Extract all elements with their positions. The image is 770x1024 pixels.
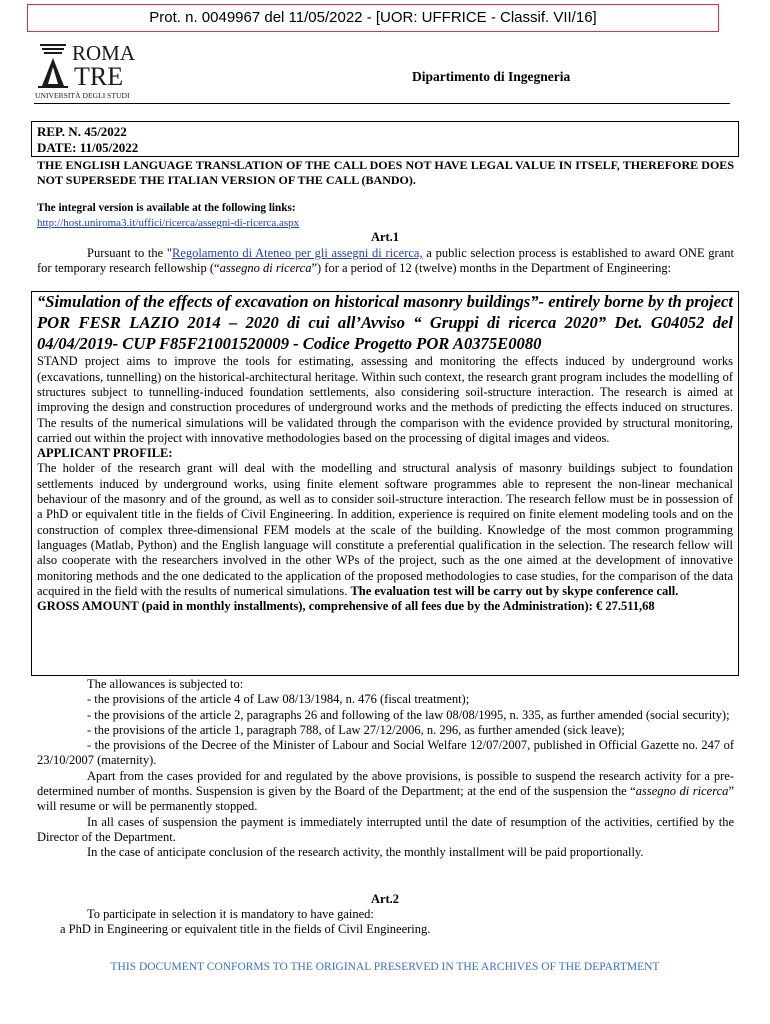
art1-text-mid: a public selection process is established to award ONE grant for temporary research fellowship (“ xyxy=(37,246,734,276)
allowance-item: - the provisions of the Decree of the Minister of Labour and Social Welfare 12/07/2007, published in Official Gazette no. 247 of 23/10/2007 (maternity). xyxy=(37,738,734,768)
suspension-italic: assegno di ricerca xyxy=(635,784,729,799)
document-footer: THIS DOCUMENT CONFORMS TO THE ORIGINAL PRESERVED IN THE ARCHIVES OF THE DEPARTMENT xyxy=(110,961,660,973)
roma-tre-logo xyxy=(34,40,154,100)
allowance-item: - the provisions of the article 1, paragraph 788, of Law 27/12/2006, n. 296, as further amended (sick leave); xyxy=(87,722,625,737)
allowances-intro: The allowances is subjected to: xyxy=(87,677,244,691)
rep-number: REP. N. 45/2022 xyxy=(37,124,127,139)
anticipate-paragraph: In the case of anticipate conclusion of the research activity, the monthly installment will be paid proportionally. xyxy=(87,845,644,860)
header-divider xyxy=(34,103,730,104)
suspension-text-post: ” will resume or will be permanently stopped. xyxy=(37,784,734,814)
gross-amount: GROSS AMOUNT (paid in monthly installments), comprehensive of all fees due by the Administration): € 27.511,68 xyxy=(37,599,655,614)
allowance-item: - the provisions of the article 4 of Law 08/13/1984, n. 476 (fiscal treatment); xyxy=(87,692,470,707)
art1-text-post: ”) for a period of 12 (twelve) months in the Department of Engineering: xyxy=(311,261,672,276)
project-description: STAND project aims to improve the tools for estimating, assessing and monitoring the effects induced by underground works (excavations, tunnelling) on the historical-architectural heritage. Within such context, the research grant program includes the modelling of structures subject to tunnelling-induced foundation settlements, also considering soil-structure interaction. The research is aimed at improving the design and construction procedures of underground works and the methods of predicting the effects induced on structures. The results of the numerical simulations will be validated through the comparison with the evidence provided by structural monitoring, carried out within the project with innovative methodologies based on the processing of digital images and videos. xyxy=(37,354,733,445)
suspension-paragraph xyxy=(37,769,734,815)
rep-box xyxy=(31,121,739,157)
svg-text:ROMA: ROMA xyxy=(72,41,136,65)
applicant-profile-heading: APPLICANT PROFILE: xyxy=(37,446,173,461)
translation-disclaimer: THE ENGLISH LANGUAGE TRANSLATION OF THE CALL DOES NOT HAVE LEGAL VALUE IN ITSELF, THEREFORE DOES NOT SUPERSEDE THE ITALIAN VERSION OF THE CALL (BANDO). xyxy=(37,158,734,187)
art2-section xyxy=(37,907,734,938)
svg-text:TRE: TRE xyxy=(74,62,124,91)
grant-title: “Simulation of the effects of excavation on historical masonry buildings”- entirely borne by th project POR FESR LAZIO 2014 – 2020 di cui all’Avviso “ Gruppi di ricerca 2020” Det. G04052 del 04/04/2019- CUP F85F21001520009 - Codice Progetto POR A0375E0080 xyxy=(37,292,733,353)
allowance-item: - the provisions of the article 2, paragraphs 26 and following of the law 08/08/1995, n. 335, as further amended (social security); xyxy=(87,707,730,722)
regolamento-link[interactable]: Regolamento di Ateneo per gli assegni di ricerca, xyxy=(172,246,423,260)
interruption-paragraph: In all cases of suspension the payment is immediately interrupted until the date of resumption of the activities, certified by the Director of the Department. xyxy=(37,814,734,844)
protocol-stamp: Prot. n. 0049967 del 11/05/2022 - [UOR: UFFRICE - Classif. VII/16] xyxy=(27,4,719,32)
suspension-text-pre: Apart from the cases provided for and regulated by the above provisions, is possible to suspend the research activity for a pre-determined number of months. Suspension is given by the Board of the Department; at the end of the suspension the “ xyxy=(37,768,734,799)
art1-paragraph xyxy=(37,246,734,277)
art2-item: a PhD in Engineering or equivalent title in the fields of Civil Engineering. xyxy=(60,922,431,937)
grant-description-box xyxy=(31,291,739,676)
applicant-profile-text xyxy=(37,461,733,599)
svg-text:UNIVERSITÀ DEGLI STUDI: UNIVERSITÀ DEGLI STUDI xyxy=(35,91,130,100)
art1-text-pre: Pursuant to the " xyxy=(87,246,172,260)
allowances-section xyxy=(37,677,734,861)
art2-intro: To participate in selection it is mandatory to have gained: xyxy=(87,907,374,921)
art1-heading: Art.1 xyxy=(370,230,400,244)
integral-version-link-row xyxy=(37,215,734,231)
integral-version-link[interactable]: http://host.uniroma3.it/uffici/ricerca/assegni-di-ricerca.aspx xyxy=(37,217,300,229)
applicant-text: The holder of the research grant will deal with the modelling and structural analysis of masonry buildings subject to foundation settlements induced by underground works, using finite element software programmes able to represent the non-linear mechanical behaviour of the masonry and of the ground, as well as to consider soil-structure interaction. The research fellow must be in possession of a PhD or equivalent title in the fields of Civil Engineering. In addition, experience is required on finite element modeling tools and on the construction of complex three-dimensional FEM models at the scale of the building. Knowledge of the most common programming languages (Matlab, Python) and the English language will constitute a preferential qualification in the selection. The research fellow will also cooperate with the researchers involved in the other WPs of the project, such as the one aimed at the development of innovative monitoring methods and the one dedicated to the application of the proposed methodologies to case studies, for the comparison of the data acquired in the field with the results of numerical simulations. xyxy=(37,461,733,598)
integral-version-label: The integral version is available at the following links: xyxy=(37,202,296,214)
rep-date: DATE: 11/05/2022 xyxy=(37,140,139,155)
department-name: Dipartimento di Ingegneria xyxy=(412,69,571,84)
evaluation-note: The evaluation test will be carry out by skype conference call. xyxy=(350,583,679,598)
art2-heading: Art.2 xyxy=(370,892,400,906)
art1-italic: assegno di ricerca xyxy=(219,261,312,276)
